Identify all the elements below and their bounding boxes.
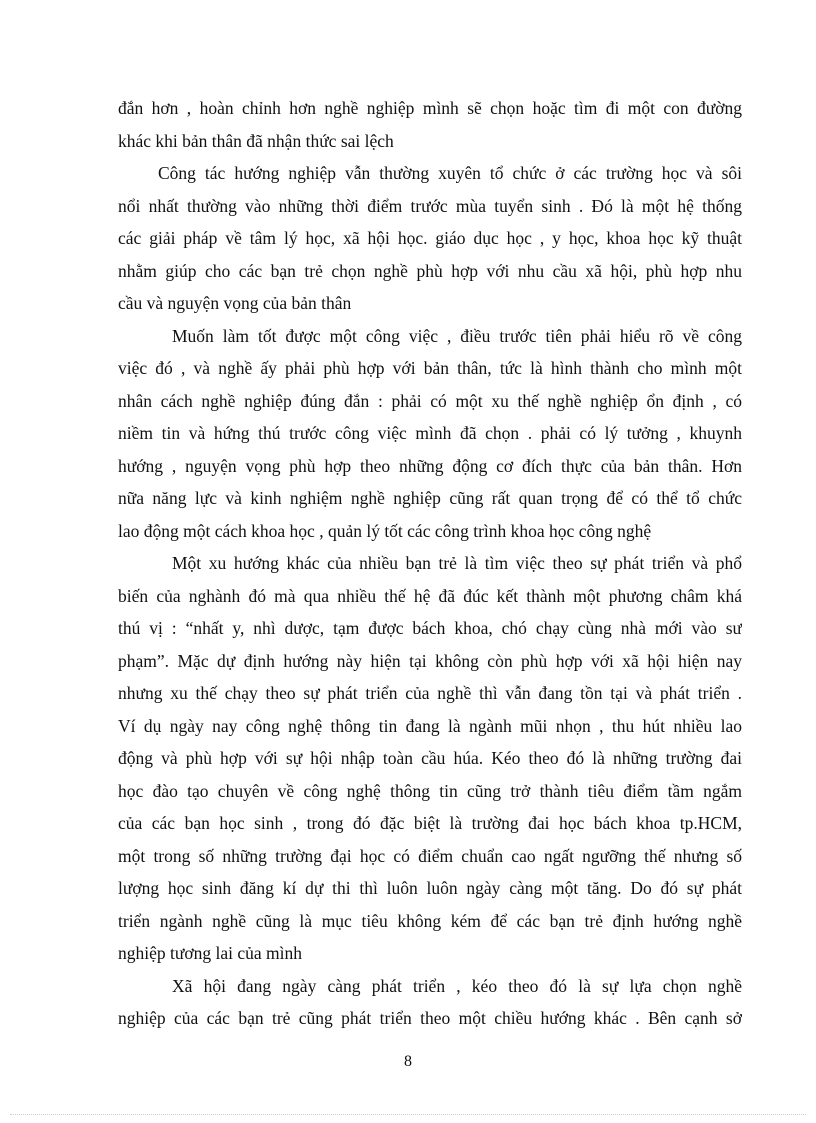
text-line: nghiệp của các bạn trẻ cũng phát triển theo một chiều hướng khác . Bên cạnh sở xyxy=(118,1008,742,1028)
text-line: triển ngành nghề cũng là mục tiêu không kém để các bạn trẻ định hướng nghề xyxy=(118,910,742,931)
text-line: các giải pháp về tâm lý học, xã hội học. giáo dục học , y học, khoa học kỹ thuật xyxy=(118,228,742,248)
text-line: lao động một cách khoa học , quản lý tốt các công trình khoa học công nghệ xyxy=(118,520,652,541)
text-line: Một xu hướng khác của nhiều bạn trẻ là tìm việc theo sự phát triển và phổ xyxy=(172,553,742,573)
text-line: cầu và nguyện vọng của bản thân xyxy=(118,293,352,313)
text-line: nghiệp tương lai của mình xyxy=(118,943,302,963)
text-line: Công tác hướng nghiệp vẫn thường xuyên tổ chức ở các trường học và sôi xyxy=(158,163,742,183)
text-line: thú vị : “nhất y, nhì dược, tạm được bách khoa, chó chạy cùng nhà mới vào sư xyxy=(118,618,742,638)
text-line: việc đó , và nghề ấy phải phù hợp với bản thân, tức là hình thành cho mình một xyxy=(118,358,742,378)
page-bottom-divider xyxy=(10,1114,806,1115)
text-line: nhằm giúp cho các bạn trẻ chọn nghề phù hợp với nhu cầu xã hội, phù hợp nhu xyxy=(118,260,742,281)
text-line: một trong số những trường đại học có điểm chuẩn cao ngất ngưỡng thế nhưng số xyxy=(118,845,742,866)
text-line: nổi nhất thường vào những thời điểm trước mùa tuyển sinh . Đó là một hệ thống xyxy=(118,195,742,216)
text-line: nhân cách nghề nghiệp đúng đắn : phải có một xu thế nghề nghiệp ổn định , có xyxy=(118,390,742,411)
text-line: của các bạn học sinh , trong đó đặc biệt là trường đai học bách khoa tp.HCM, xyxy=(118,813,742,833)
text-line: hướng , nguyện vọng phù hợp theo những động cơ đích thực của bản thân. Hơn xyxy=(118,455,742,476)
text-line: nhưng xu thế chạy theo sự phát triển của nghề thì vẫn đang tồn tại và phát triển . xyxy=(118,683,742,703)
text-line: khác khi bản thân đã nhận thức sai lệch xyxy=(118,130,394,151)
body-text xyxy=(118,92,742,1035)
text-line: học đào tạo chuyên về công nghệ thông tin cũng trở thành tiêu điểm tầm ngắm xyxy=(118,780,742,801)
text-line: động và phù hợp với sự hội nhập toàn cầu húa. Kéo theo đó là những trường đai xyxy=(118,748,742,768)
text-line: phạm”. Mặc dự định hướng này hiện tại không còn phù hợp với xã hội hiện nay xyxy=(118,650,742,671)
text-line: lượng học sinh đăng kí dự thi thì luôn luôn ngày càng một tăng. Do đó sự phát xyxy=(118,878,742,898)
text-line: niềm tin và hứng thú trước công việc mình đã chọn . phải có lý tưởng , khuynh xyxy=(118,423,742,443)
page-number: 8 xyxy=(404,1053,412,1070)
text-line: biến của nghành đó mà qua nhiều thế hệ đã đúc kết thành một phương châm khá xyxy=(118,585,742,606)
text-line: đắn hơn , hoàn chỉnh hơn nghề nghiệp mình sẽ chọn hoặc tìm đi một con đường xyxy=(118,98,742,118)
text-line: Muốn làm tốt được một công việc , điều trước tiên phải hiểu rõ về công xyxy=(172,325,742,346)
text-line: nữa năng lực và kinh nghiệm nghề nghiệp cũng rất quan trọng để có thể tổ chức xyxy=(118,488,742,508)
text-line: Xã hội đang ngày càng phát triển , kéo theo đó là sự lựa chọn nghề xyxy=(172,975,742,996)
text-line: Ví dụ ngày nay công nghệ thông tin đang là ngành mũi nhọn , thu hút nhiều lao xyxy=(118,715,742,736)
